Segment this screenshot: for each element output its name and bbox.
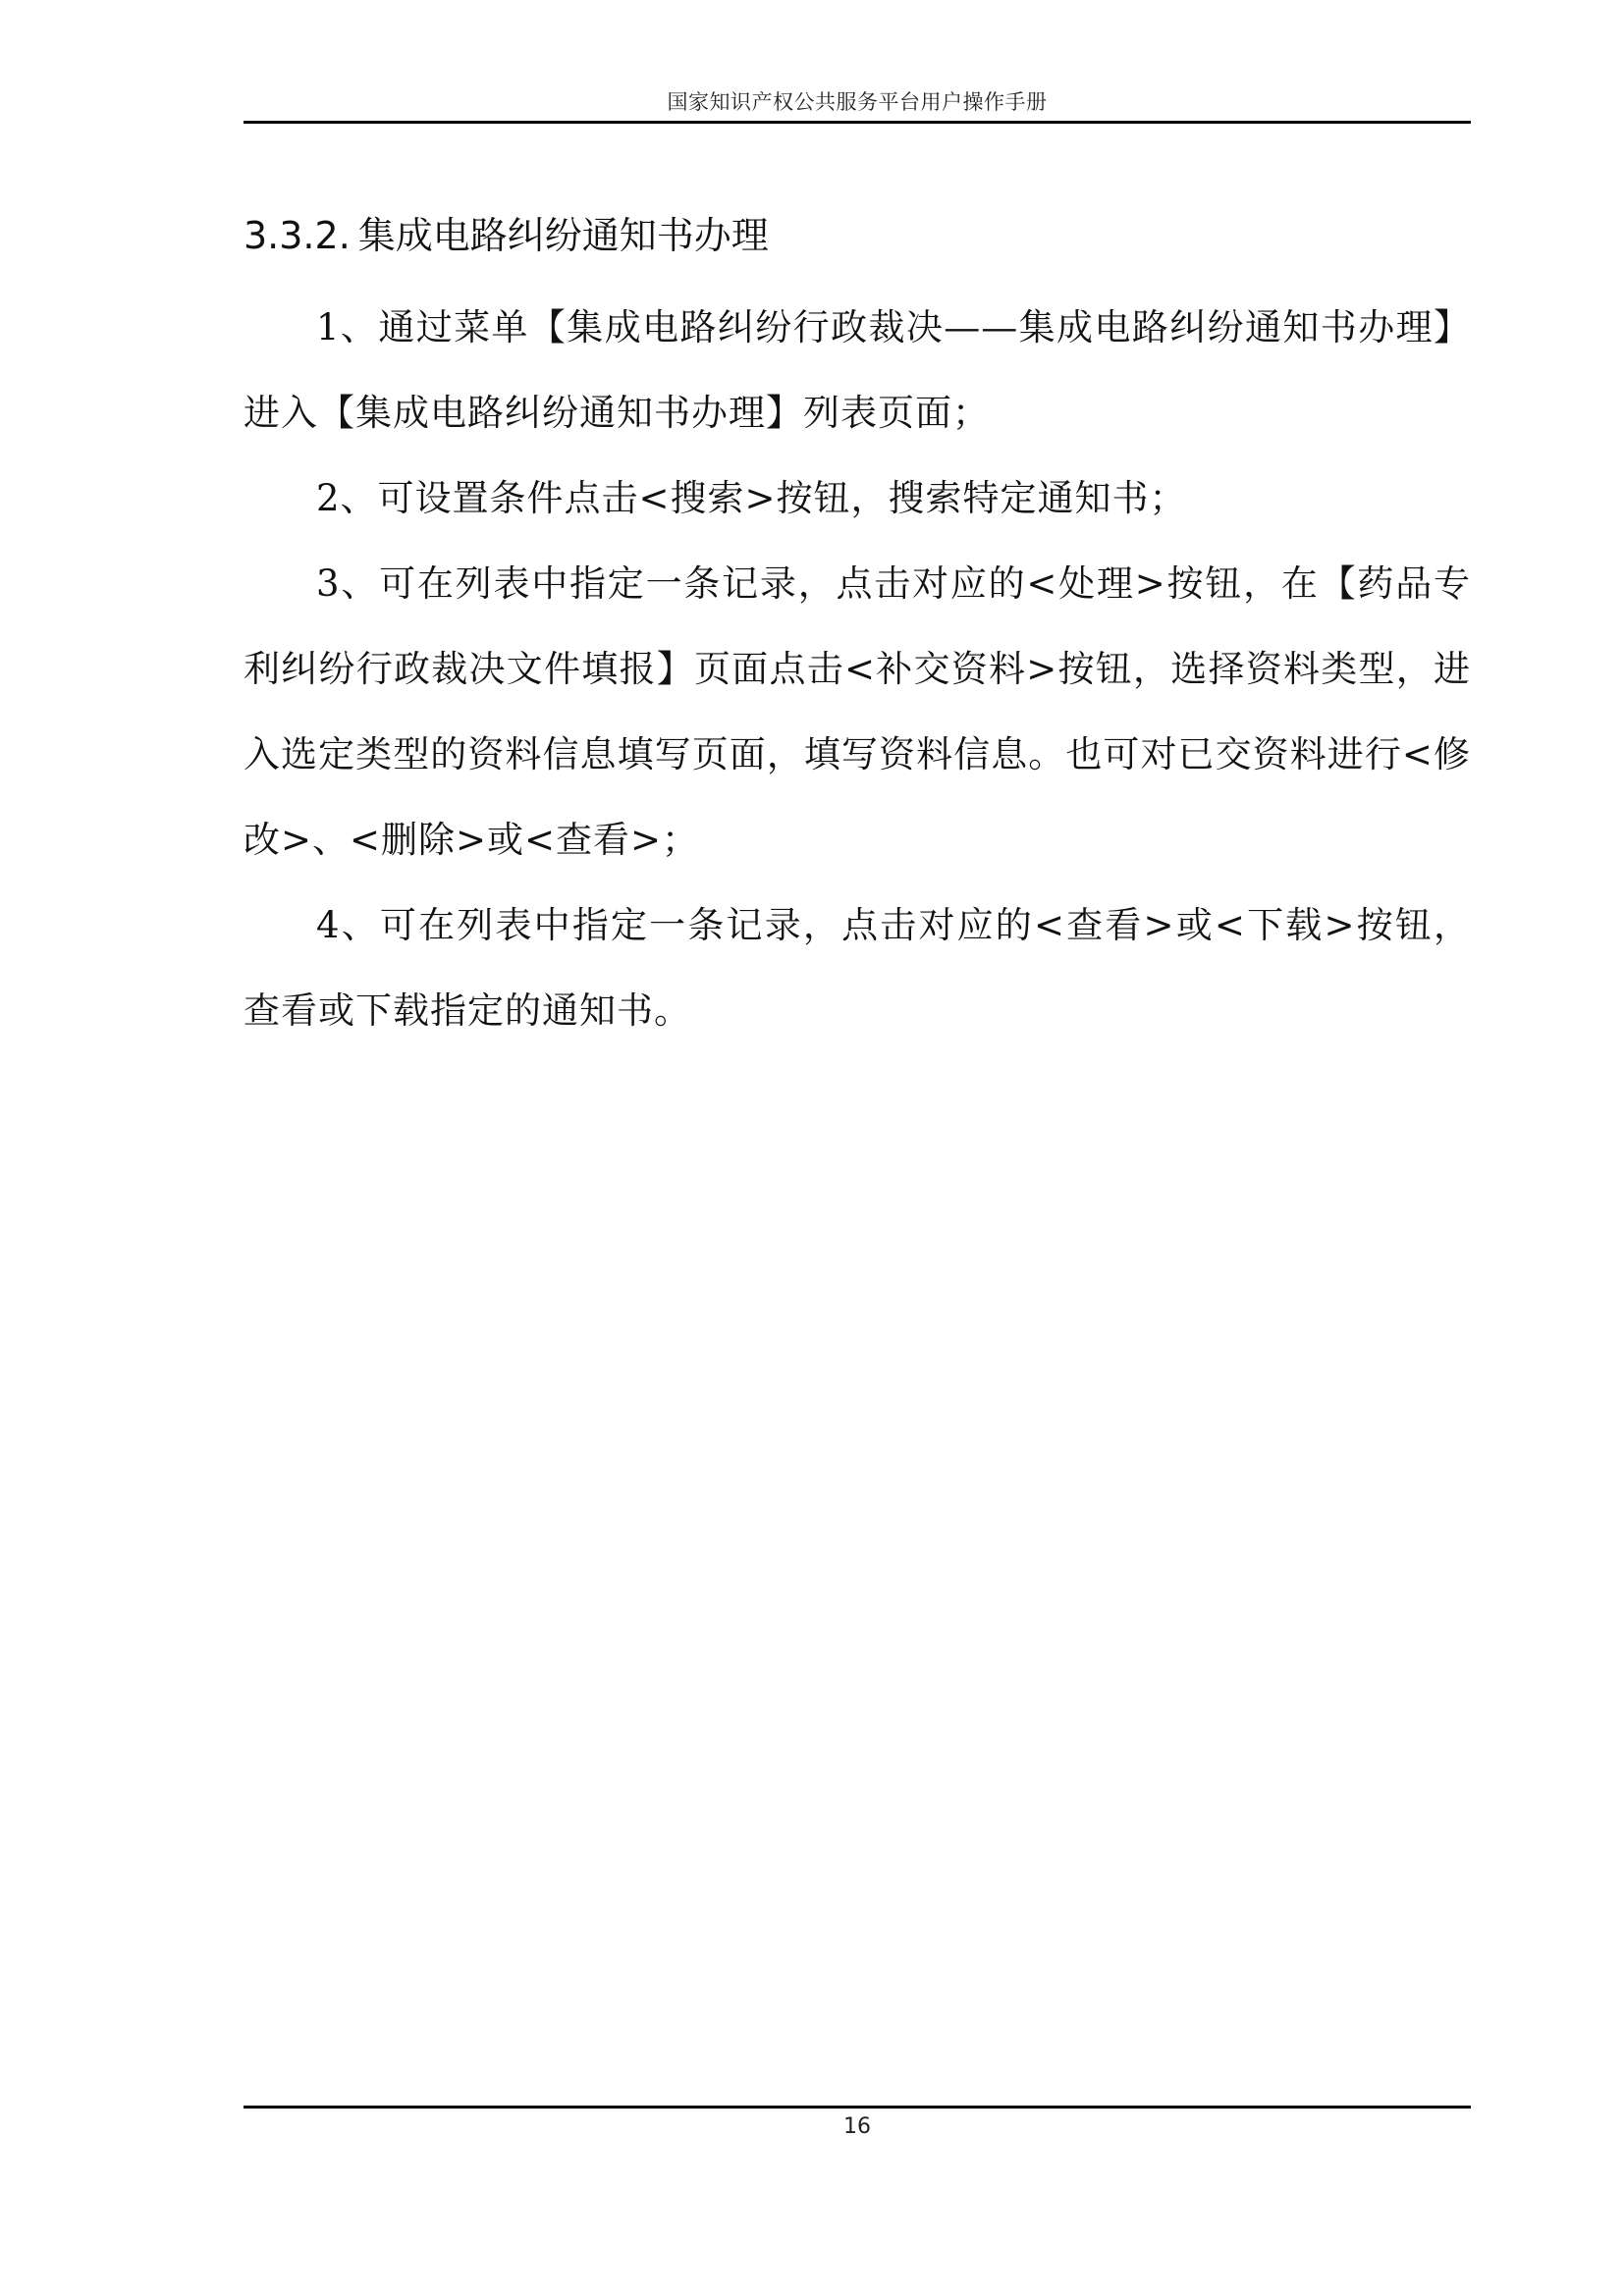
header-divider: [244, 121, 1471, 124]
page-header-title: 国家知识产权公共服务平台用户操作手册: [667, 90, 1048, 114]
section-heading: [244, 206, 1471, 265]
paragraph-step-4: 4、可在列表中指定一条记录，点击对应的<查看>或<下载>按钮，查看或下载指定的通知书。: [244, 904, 1471, 1032]
footer-divider: [244, 2106, 1471, 2109]
page-number: 16: [843, 2114, 871, 2139]
paragraph-step-1: 1、通过菜单【集成电路纠纷行政裁决——集成电路纠纷通知书办理】进入【集成电路纠纷通知书办理】列表页面；: [244, 306, 1471, 434]
section-number: 3.3.2.: [244, 214, 351, 257]
section-title: 集成电路纠纷通知书办理: [357, 214, 769, 257]
paragraph-step-2: 2、可设置条件点击<搜索>按钮，搜索特定通知书；: [316, 477, 1187, 519]
document-body: [244, 206, 1471, 1053]
paragraph-step-3: 3、可在列表中指定一条记录，点击对应的<处理>按钮，在【药品专利纠纷行政裁决文件填报】页面点击<补交资料>按钮，选择资料类型，进入选定类型的资料信息填写页面，填写资料信息。也可对已交资料进行<修改>、<删除>或<查看>；: [244, 562, 1471, 861]
